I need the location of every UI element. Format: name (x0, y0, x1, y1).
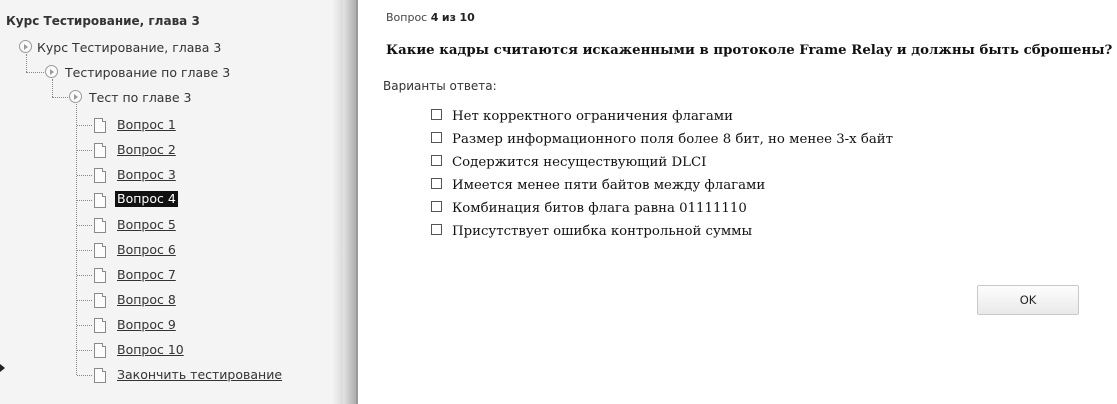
document-icon (94, 143, 106, 158)
tree-connector (26, 54, 27, 72)
document-icon (94, 343, 106, 358)
expand-icon[interactable] (45, 65, 58, 78)
counter-separator: из (441, 11, 456, 24)
document-icon (94, 193, 106, 208)
answer-checkbox-6[interactable] (431, 224, 442, 235)
sidebar-title: Курс Тестирование, глава 3 (6, 14, 200, 28)
sidebar-question-10[interactable]: Вопрос 10 (117, 342, 184, 357)
answer-option-5[interactable] (431, 200, 747, 218)
tree-connector (26, 72, 44, 73)
answer-checkbox-4[interactable] (431, 178, 442, 189)
tree-connector (77, 300, 92, 301)
sidebar-question-2[interactable]: Вопрос 2 (117, 142, 176, 157)
question-text: Какие кадры считаются искаженными в протоколе Frame Relay и должны быть сброшены? (386, 43, 1113, 58)
question-counter (386, 11, 475, 24)
tree-node-chapter[interactable]: Тестирование по главе 3 (65, 65, 231, 80)
variants-label: Варианты ответа: (383, 79, 497, 93)
counter-prefix: Вопрос (386, 11, 428, 24)
answer-label-5[interactable]: Комбинация битов флага равна 01111110 (452, 201, 747, 216)
sidebar-question-3[interactable]: Вопрос 3 (117, 167, 176, 182)
ok-button[interactable]: OK (977, 285, 1079, 315)
tree-connector (77, 250, 92, 251)
answer-option-1[interactable] (431, 108, 733, 126)
tree-connector (77, 325, 92, 326)
tree-node-test[interactable]: Тест по главе 3 (89, 90, 192, 105)
answer-checkbox-2[interactable] (431, 132, 442, 143)
sidebar-question-5[interactable]: Вопрос 5 (117, 217, 176, 232)
tree-connector (77, 275, 92, 276)
document-icon (94, 243, 106, 258)
document-icon (94, 118, 106, 133)
document-icon (94, 318, 106, 333)
answer-checkbox-1[interactable] (431, 109, 442, 120)
sidebar (0, 0, 343, 404)
sidebar-question-9[interactable]: Вопрос 9 (117, 317, 176, 332)
document-icon (94, 168, 106, 183)
sidebar-question-4[interactable]: Вопрос 4 (117, 191, 176, 206)
expand-icon[interactable] (19, 40, 32, 53)
sidebar-question-7[interactable]: Вопрос 7 (117, 267, 176, 282)
sidebar-question-6[interactable]: Вопрос 6 (117, 242, 176, 257)
collapse-handle-icon[interactable] (0, 364, 5, 372)
answer-label-2[interactable]: Размер информационного поля более 8 бит, но менее 3-х байт (452, 132, 894, 147)
answer-option-4[interactable] (431, 177, 765, 195)
sidebar-shadow (332, 0, 356, 404)
sidebar-question-1[interactable]: Вопрос 1 (117, 117, 176, 132)
answer-option-3[interactable] (431, 154, 706, 172)
answer-label-6[interactable]: Присутствует ошибка контрольной суммы (452, 224, 753, 239)
answer-label-1[interactable]: Нет корректного ограничения флагами (452, 109, 734, 124)
tree-connector (77, 375, 92, 376)
expand-icon[interactable] (69, 90, 82, 103)
tree-connector (52, 97, 68, 98)
sidebar-question-8[interactable]: Вопрос 8 (117, 292, 176, 307)
document-icon (94, 268, 106, 283)
answer-option-6[interactable] (431, 223, 752, 241)
tree-connector (77, 350, 92, 351)
tree-connector (77, 175, 92, 176)
answer-checkbox-5[interactable] (431, 201, 442, 212)
document-icon (94, 293, 106, 308)
document-icon (94, 218, 106, 233)
document-icon (94, 368, 106, 383)
tree-node-course[interactable]: Курс Тестирование, глава 3 (37, 40, 222, 55)
answer-option-2[interactable] (431, 131, 893, 149)
answer-label-3[interactable]: Содержится несуществующий DLCI (452, 155, 707, 170)
tree-connector (77, 125, 92, 126)
answer-checkbox-3[interactable] (431, 155, 442, 166)
counter-total: 10 (459, 11, 475, 24)
tree-connector (77, 150, 92, 151)
tree-connector (76, 104, 77, 375)
sidebar-divider (356, 0, 358, 404)
tree-connector (77, 200, 92, 201)
tree-connector (77, 225, 92, 226)
tree-connector (52, 79, 53, 97)
finish-test-link[interactable]: Закончить тестирование (117, 367, 283, 382)
answer-label-4[interactable]: Имеется менее пяти байтов между флагами (452, 178, 766, 193)
counter-current: 4 (430, 11, 439, 24)
